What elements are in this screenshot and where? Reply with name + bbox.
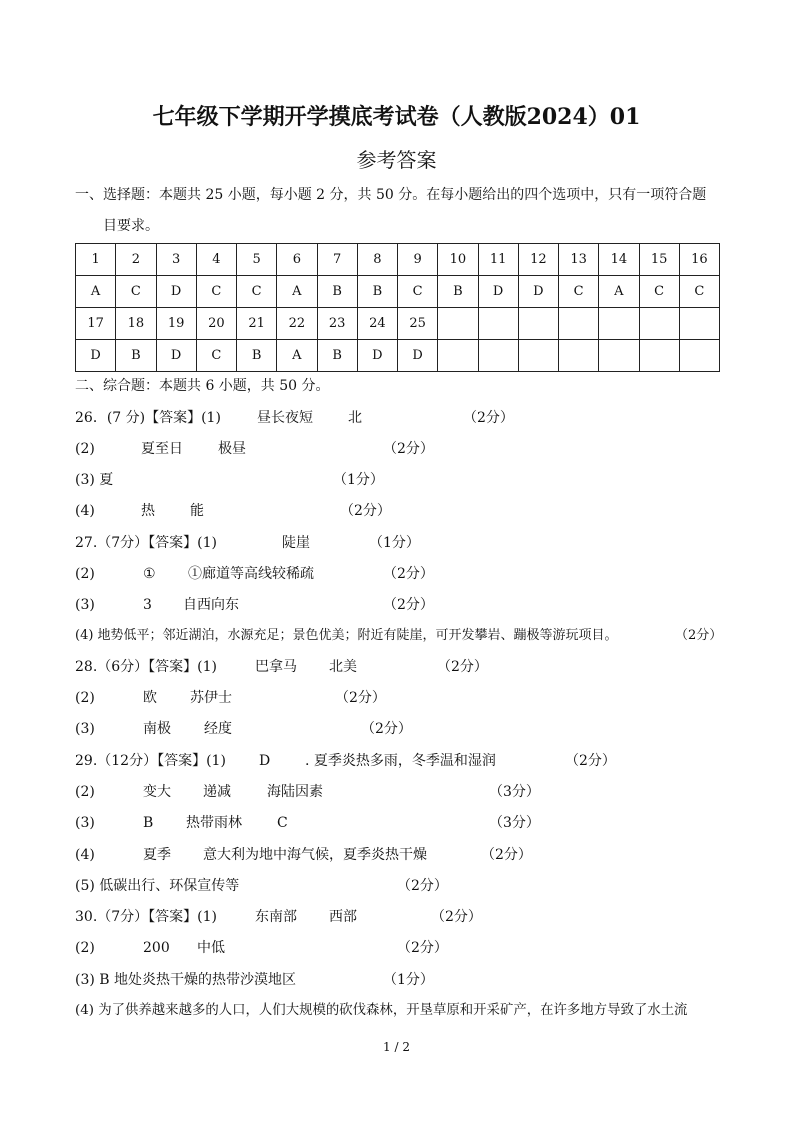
item-number: (2): [75, 940, 95, 956]
answer-text: 西部: [329, 909, 357, 925]
table-cell: 10: [438, 244, 478, 276]
score-text: （2分）: [437, 659, 488, 675]
table-cell: 8: [357, 244, 397, 276]
score-text: （2分）: [335, 690, 386, 706]
answer-text: 欧: [143, 690, 157, 706]
table-cell: D: [156, 276, 196, 308]
score-text: （3分）: [489, 784, 540, 800]
table-cell: [438, 308, 478, 340]
answer-grid: [75, 243, 720, 372]
answer-text: 递减: [203, 784, 231, 800]
table-cell: [639, 340, 679, 372]
answer-text: (3) 夏: [75, 472, 114, 488]
table-cell: B: [317, 340, 357, 372]
table-row: [76, 308, 720, 340]
table-cell: 23: [317, 308, 357, 340]
table-cell: 19: [156, 308, 196, 340]
table-cell: 6: [277, 244, 317, 276]
answer-text: 200: [143, 940, 170, 956]
item-number: (2): [75, 566, 95, 582]
table-cell: C: [679, 276, 719, 308]
table-cell: 14: [599, 244, 639, 276]
table-cell: C: [116, 276, 156, 308]
table-cell: A: [76, 276, 116, 308]
score-text: （2分）: [383, 441, 434, 457]
score-text: （1分）: [383, 972, 434, 988]
page-number: 1 / 2: [383, 1040, 410, 1054]
table-cell: 2: [116, 244, 156, 276]
table-cell: 21: [237, 308, 277, 340]
table-cell: 25: [398, 308, 438, 340]
table-cell: 16: [679, 244, 719, 276]
score-text: （2分）: [361, 721, 412, 737]
table-cell: 7: [317, 244, 357, 276]
q27-label: 27.（7分）【答案】(1): [75, 535, 218, 551]
table-cell: C: [559, 276, 599, 308]
table-cell: A: [599, 276, 639, 308]
table-cell: C: [398, 276, 438, 308]
item-number: (3): [75, 597, 95, 613]
table-cell: [639, 308, 679, 340]
answer-text: C: [277, 815, 288, 831]
table-cell: C: [196, 276, 236, 308]
score-text: （2分）: [383, 566, 434, 582]
score-text: （2分）: [565, 753, 616, 769]
table-cell: 20: [196, 308, 236, 340]
table-cell: D: [518, 276, 558, 308]
table-cell: 5: [237, 244, 277, 276]
answer-text: 自西向东: [183, 597, 239, 613]
score-text: （2分）: [431, 909, 482, 925]
table-cell: C: [196, 340, 236, 372]
item-number: (2): [75, 441, 95, 457]
table-cell: D: [156, 340, 196, 372]
item-number: (2): [75, 690, 95, 706]
answer-text: 变大: [143, 784, 171, 800]
table-cell: D: [478, 276, 518, 308]
answer-text: 北美: [329, 659, 357, 675]
answer-text: (4) 为了供养越来越多的人口，人们大规模的砍伐森林，开垦草原和开采矿产，在许多地方导致了水土流: [75, 1003, 688, 1018]
answer-text: 苏伊士: [190, 690, 232, 706]
answer-text: (4) 地势低平；邻近湖泊，水源充足；景色优美；附近有陡崖，可开发攀岩、蹦极等游玩项目。: [75, 628, 618, 643]
answer-text: 3: [143, 597, 152, 613]
answer-text: 陡崖: [282, 535, 310, 551]
answer-text: 意大利为地中海气候，夏季炎热干燥: [203, 847, 427, 863]
q28-label: 28.（6分）【答案】(1): [75, 659, 218, 675]
table-cell: [599, 308, 639, 340]
table-cell: [559, 308, 599, 340]
table-cell: 17: [76, 308, 116, 340]
answer-text: . 夏季炎热多雨，冬季温和湿润: [305, 753, 496, 769]
score-text: （2分）: [383, 597, 434, 613]
table-cell: [559, 340, 599, 372]
answer-text: 东南部: [255, 909, 297, 925]
answer-text: 中低: [197, 940, 225, 956]
table-cell: [438, 340, 478, 372]
table-cell: [518, 340, 558, 372]
score-text: （2分）: [397, 940, 448, 956]
table-cell: [518, 308, 558, 340]
table-cell: [679, 340, 719, 372]
table-cell: B: [237, 340, 277, 372]
score-text: （2分）: [481, 847, 532, 863]
score-text: （1分）: [333, 472, 384, 488]
section-1-instructions: [75, 180, 735, 242]
table-cell: [478, 308, 518, 340]
item-number: (4): [75, 503, 95, 519]
table-cell: 11: [478, 244, 518, 276]
table-cell: A: [277, 276, 317, 308]
answer-text: 南极: [143, 721, 171, 737]
table-cell: 4: [196, 244, 236, 276]
table-cell: 9: [398, 244, 438, 276]
answer-text: B: [143, 815, 154, 831]
score-text: （2分）: [340, 503, 391, 519]
page-subtitle: 参考答案: [356, 148, 437, 172]
score-text: （2分）: [397, 878, 448, 894]
table-cell: 22: [277, 308, 317, 340]
answer-text: (3) B 地处炎热干燥的热带沙漠地区: [75, 972, 297, 988]
item-number: (2): [75, 784, 95, 800]
table-cell: D: [76, 340, 116, 372]
table-cell: 24: [357, 308, 397, 340]
answer-text: ①廊道等高线较稀疏: [188, 566, 314, 582]
table-row: [76, 340, 720, 372]
section-1-line-1: 一、选择题：本题共 25 小题，每小题 2 分，共 50 分。在每小题给出的四个选项中，只有一项符合题: [75, 187, 707, 203]
table-cell: 3: [156, 244, 196, 276]
table-cell: 1: [76, 244, 116, 276]
answer-text: 海陆因素: [267, 784, 323, 800]
table-cell: 18: [116, 308, 156, 340]
table-cell: B: [317, 276, 357, 308]
table-cell: 13: [559, 244, 599, 276]
table-cell: B: [116, 340, 156, 372]
answer-text: 北: [348, 410, 362, 426]
table-cell: [599, 340, 639, 372]
table-cell: [478, 340, 518, 372]
answer-text: 热: [141, 503, 155, 519]
answer-text: 巴拿马: [255, 659, 297, 675]
answer-text: 热带雨林: [186, 815, 242, 831]
table-cell: D: [398, 340, 438, 372]
answer-text: ①: [143, 566, 156, 582]
q30-label: 30.（7分）【答案】(1): [75, 909, 218, 925]
score-text: （1分）: [369, 535, 420, 551]
q26-label: 26．(7 分)【答案】(1): [75, 410, 221, 426]
table-cell: 15: [639, 244, 679, 276]
page-title: 七年级下学期开学摸底考试卷（人教版2024）01: [152, 104, 641, 130]
section-2-heading: 二、综合题：本题共 6 小题，共 50 分。: [75, 378, 330, 394]
table-row: [76, 276, 720, 308]
table-cell: A: [277, 340, 317, 372]
item-number: (4): [75, 847, 95, 863]
item-number: (3): [75, 721, 95, 737]
answer-text: 夏季: [143, 847, 171, 863]
table-cell: C: [237, 276, 277, 308]
answer-text: 极昼: [218, 441, 246, 457]
answer-text: 能: [190, 503, 204, 519]
score-text: （3分）: [489, 815, 540, 831]
answer-text: 经度: [204, 721, 232, 737]
answer-text: 昼长夜短: [257, 410, 313, 426]
answer-text: (5) 低碳出行、环保宣传等: [75, 878, 240, 894]
section-1-line-2: 目要求。: [103, 218, 159, 234]
table-cell: [679, 308, 719, 340]
score-text: （2分）: [675, 628, 723, 643]
item-number: (3): [75, 815, 95, 831]
table-row: [76, 244, 720, 276]
answer-text: D: [259, 753, 271, 769]
table-cell: B: [357, 276, 397, 308]
table-cell: C: [639, 276, 679, 308]
score-text: （2分）: [463, 410, 514, 426]
table-cell: 12: [518, 244, 558, 276]
q29-label: 29.（12分）【答案】(1): [75, 753, 226, 769]
table-cell: D: [357, 340, 397, 372]
table-cell: B: [438, 276, 478, 308]
answer-text: 夏至日: [141, 441, 183, 457]
